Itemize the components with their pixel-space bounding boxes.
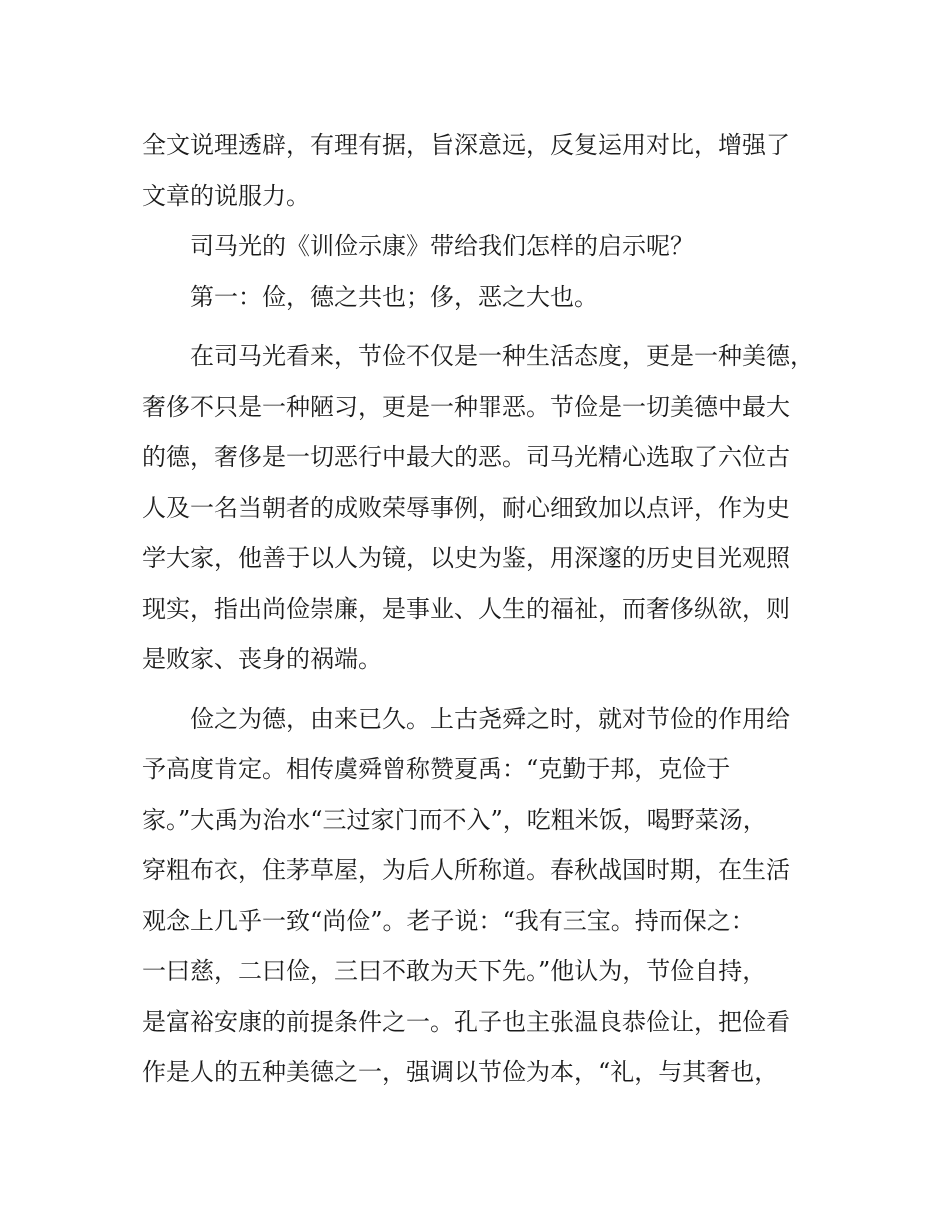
text-line: 文章的说服力。 xyxy=(142,181,310,210)
text-line: 是富裕安康的前提条件之一。孔子也主张温良恭俭让，把俭看 xyxy=(142,1007,790,1036)
text-line: 人及一名当朝者的成败荣辱事例，耐心细致加以点评，作为史 xyxy=(142,493,790,522)
paragraph-sima-guang-view xyxy=(142,331,814,685)
text-line: 观念上几乎一致“尚俭”。老子说：“我有三宝。持而保之： xyxy=(142,906,755,935)
text-line: 是败家、丧身的祸端。 xyxy=(142,645,382,673)
text-line: 穿粗布衣，住茅草屋，为后人所称道。春秋战国时期，在生活 xyxy=(142,856,790,884)
text-line: 全文说理透辟，有理有据，旨深意远，反复运用对比，增强了 xyxy=(142,131,790,159)
text-line: 在司马光看来，节俭不仅是一种生活态度，更是一种美德， xyxy=(190,342,814,370)
paragraph-history-of-frugality xyxy=(142,694,810,1098)
text-line: 学大家，他善于以人为镜，以史为鉴，用深邃的历史目光观照 xyxy=(142,544,790,572)
text-line: 家。”大禹为治水“三过家门而不入”，吃粗米饭，喝野菜汤， xyxy=(142,805,767,834)
paragraph-question xyxy=(142,221,810,272)
paragraph-conclusion xyxy=(142,120,810,221)
body-text xyxy=(142,120,814,1098)
text-line: 予高度肯定。相传虞舜曾称赞夏禹：“克勤于邦，克俭于 xyxy=(142,755,731,783)
paragraph-point-one xyxy=(142,272,810,323)
text-line: 第一：俭，德之共也；侈，恶之大也。 xyxy=(190,282,598,311)
text-line: 俭之为德，由来已久。上古尧舜之时，就对节俭的作用给 xyxy=(190,704,790,733)
text-line: 现实，指出尚俭崇廉，是事业、人生的福祉，而奢侈纵欲，则 xyxy=(142,594,790,623)
text-line: 一曰慈，二曰俭，三曰不敢为天下先。”他认为，节俭自持， xyxy=(142,957,767,985)
text-line: 作是人的五种美德之一，强调以节俭为本，“礼，与其奢也， xyxy=(142,1058,779,1086)
text-line: 司马光的《训俭示康》带给我们怎样的启示呢？ xyxy=(190,232,694,260)
text-line: 奢侈不只是一种陋习，更是一种罪恶。节俭是一切美德中最大 xyxy=(142,392,790,421)
text-line: 的德，奢侈是一切恶行中最大的恶。司马光精心选取了六位古 xyxy=(142,443,790,471)
